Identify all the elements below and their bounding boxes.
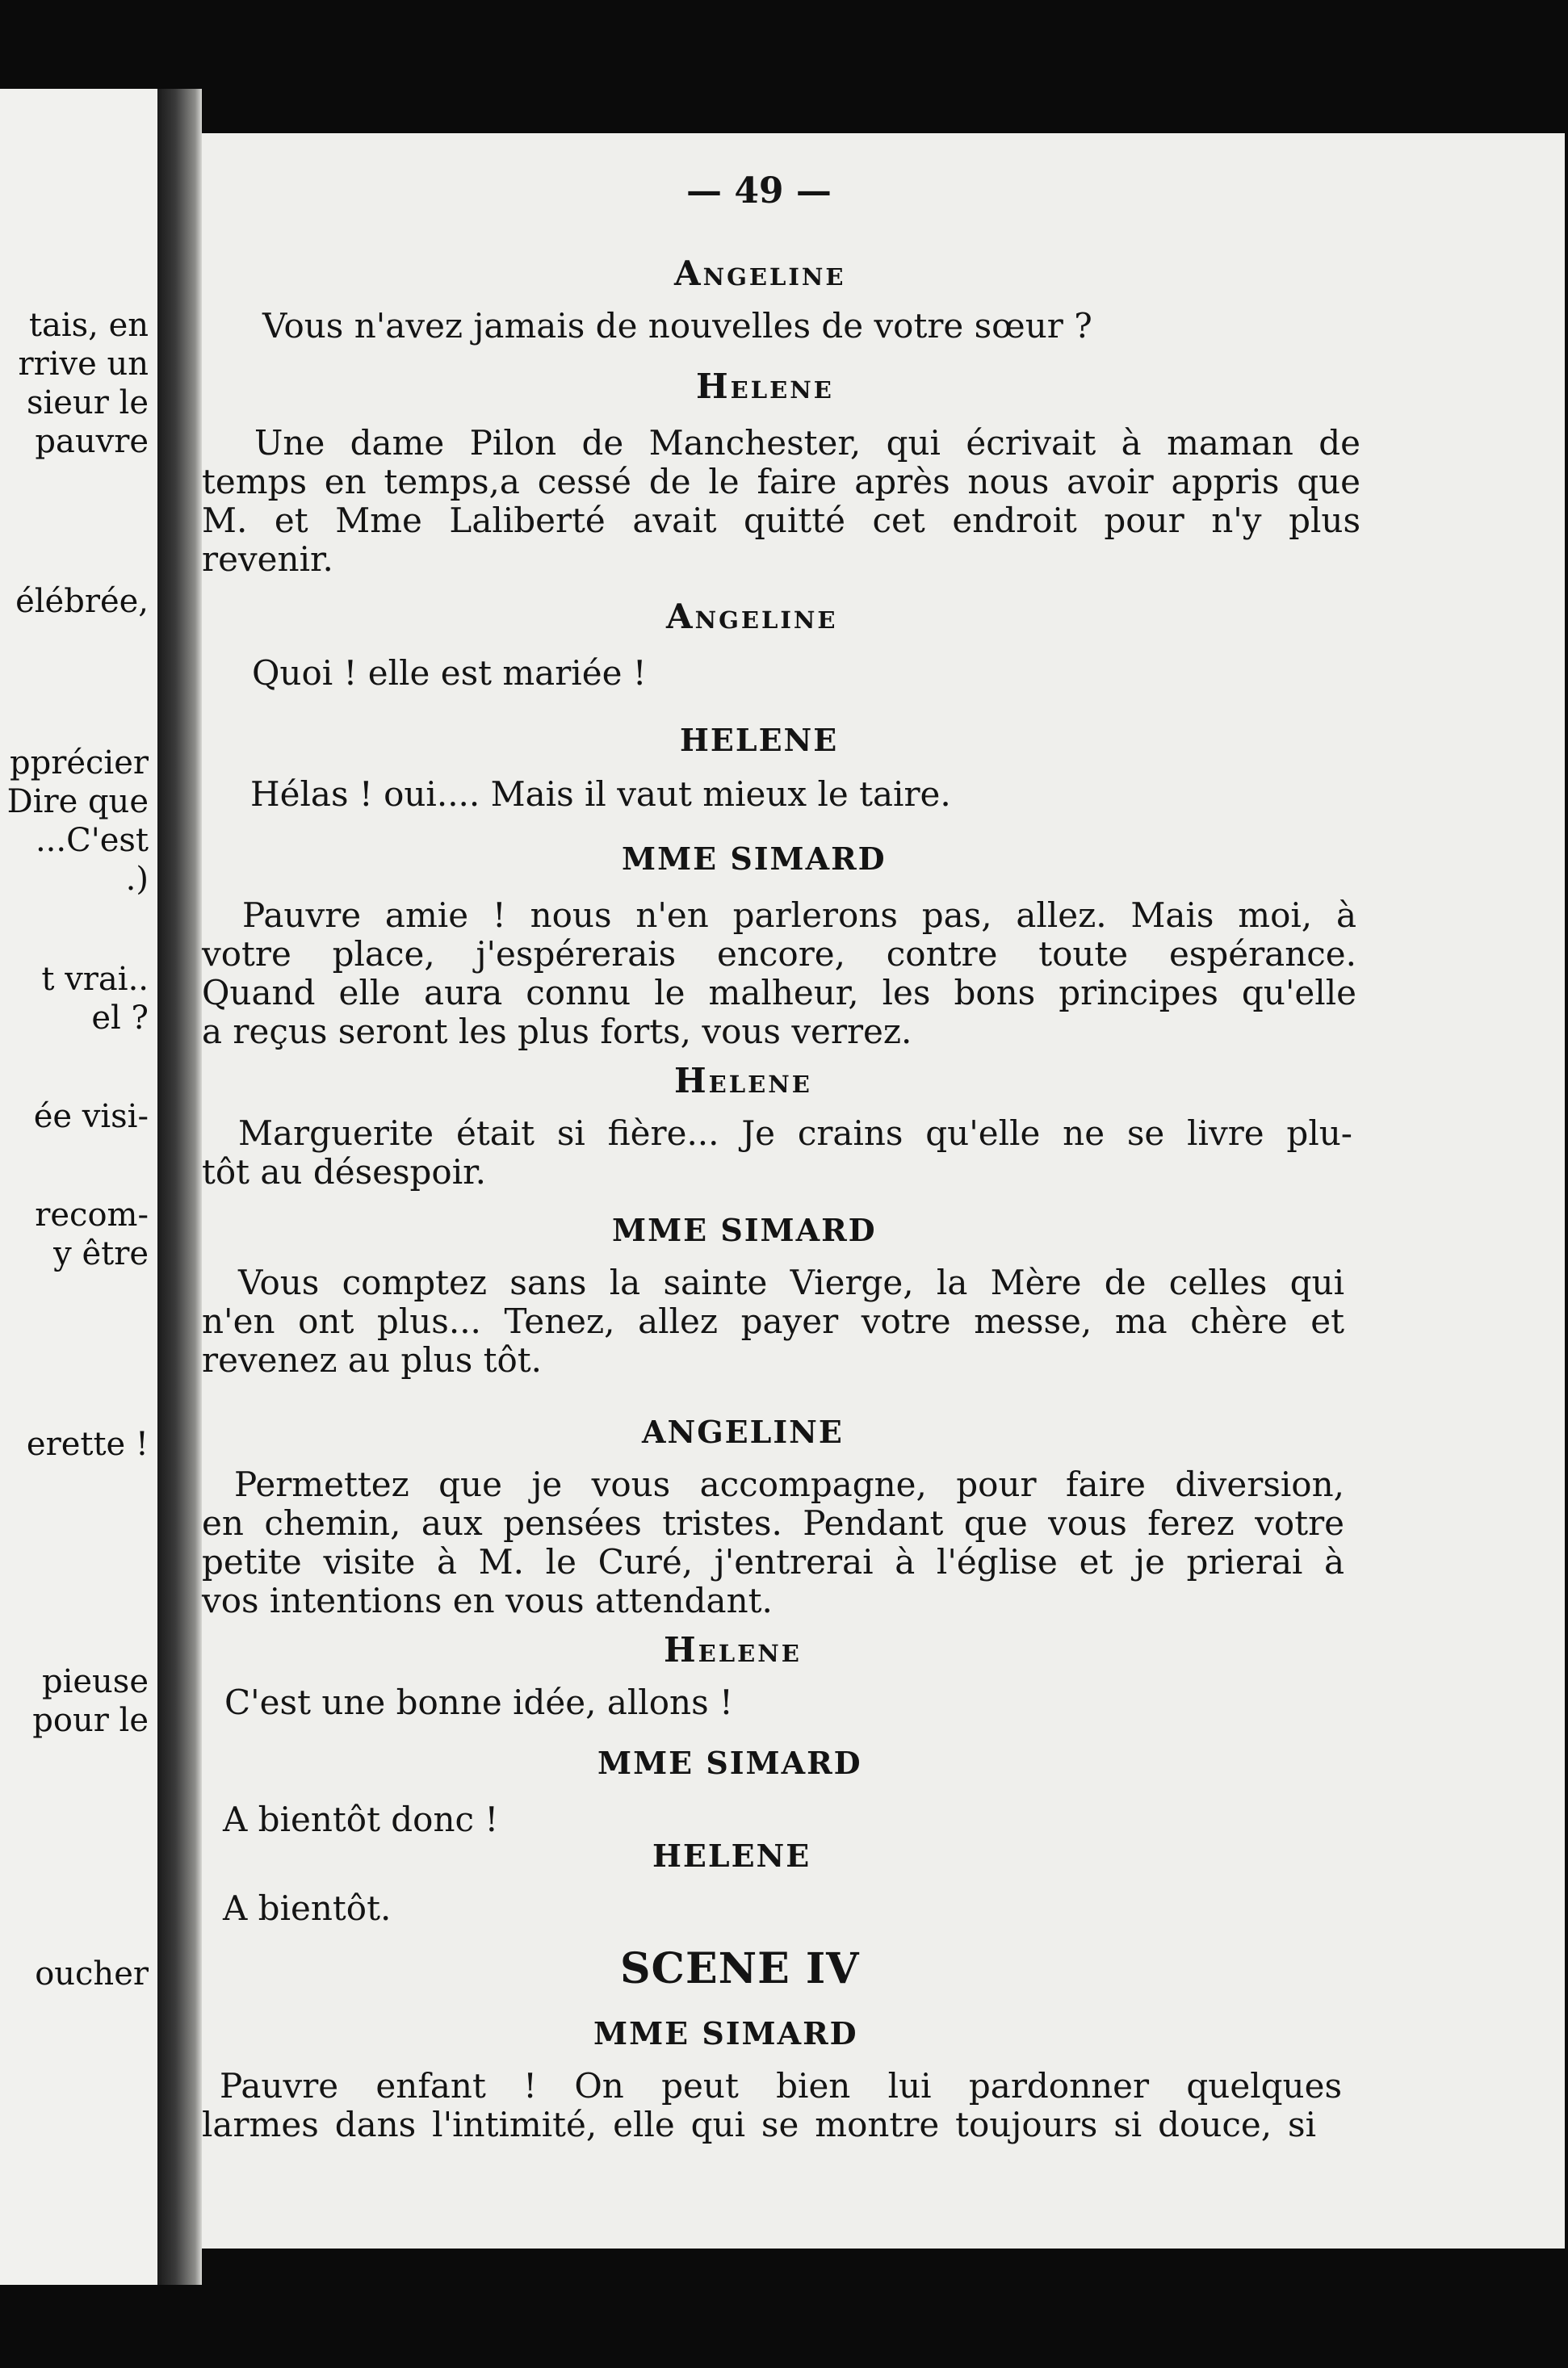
dialogue-line: temps en temps,a cessé de le faire après nous avoir appris que — [202, 462, 1360, 501]
dialogue-line: a reçus seront les plus forts, vous verrez. — [202, 1012, 912, 1051]
left-text-fragment: tais, en — [28, 307, 149, 344]
page — [202, 133, 1565, 2249]
left-text-fragment: pieuse — [41, 1663, 149, 1700]
dialogue-line: Quoi ! elle est mariée ! — [252, 653, 647, 693]
dialogue-line: Permettez que je vous accompagne, pour faire diversion, — [234, 1465, 1344, 1504]
speaker-name: HELENE — [680, 722, 839, 758]
page-number: — 49 — — [686, 170, 832, 212]
dialogue-line: revenez au plus tôt. — [202, 1340, 543, 1380]
left-page-fragment — [0, 89, 157, 2285]
dialogue-line: revenir. — [202, 539, 333, 579]
left-text-fragment: sieur le — [26, 384, 149, 421]
dialogue-line: Vous n'avez jamais de nouvelles de votre sœur ? — [262, 306, 1092, 346]
left-text-fragment: pauvre — [35, 423, 149, 460]
speaker-name: ANGELINE — [642, 1414, 844, 1450]
left-text-fragment: ée visi- — [33, 1098, 149, 1135]
left-text-fragment: rrive un — [18, 346, 149, 383]
left-text-fragment: .) — [125, 861, 149, 898]
dialogue-line: n'en ont plus... Tenez, allez payer votre messe, ma chère et — [202, 1301, 1344, 1341]
dialogue-line: Pauvre enfant ! On peut bien lui pardonner quelques — [220, 2066, 1342, 2106]
dialogue-line: en chemin, aux pensées tristes. Pendant que vous ferez votre — [202, 1503, 1344, 1543]
speaker-name: Helene — [674, 1061, 812, 1100]
left-text-fragment: recom- — [35, 1197, 149, 1234]
left-text-fragment: oucher — [35, 1955, 149, 1993]
speaker-name: MME SIMARD — [612, 1212, 877, 1248]
scene-heading: SCENE IV — [620, 1944, 860, 1993]
left-text-fragment: erette ! — [26, 1426, 149, 1463]
dialogue-line: A bientôt donc ! — [223, 1800, 499, 1839]
speaker-name: MME SIMARD — [622, 840, 887, 877]
dialogue-line: petite visite à M. le Curé, j'entrerai à l'église et je prierai à — [202, 1542, 1344, 1582]
speaker-name: Angeline — [666, 597, 838, 636]
speaker-name: Helene — [664, 1630, 802, 1670]
speaker-name: HELENE — [652, 1838, 811, 1874]
dialogue-line: A bientôt. — [223, 1888, 392, 1928]
dialogue-line: tôt au désespoir. — [202, 1152, 486, 1192]
dialogue-line: Hélas ! oui.... Mais il vaut mieux le taire. — [250, 774, 951, 814]
speaker-name: MME SIMARD — [597, 1745, 862, 1781]
dialogue-line: votre place, j'espérerais encore, contre toute espérance. — [202, 934, 1356, 974]
dialogue-line: vos intentions en vous attendant. — [202, 1581, 773, 1620]
dialogue-line: C'est une bonne idée, allons ! — [224, 1683, 733, 1722]
dialogue-line: Une dame Pilon de Manchester, qui écrivait à maman de — [254, 423, 1360, 463]
left-text-fragment: t vrai.. — [41, 961, 149, 998]
dialogue-line: Vous comptez sans la sainte Vierge, la Mère de celles qui — [238, 1263, 1344, 1302]
dialogue-line: larmes dans l'intimité, elle qui se montre toujours si douce, si — [202, 2105, 1316, 2144]
dialogue-line: M. et Mme Laliberté avait quitté cet endroit pour n'y plus — [202, 501, 1360, 540]
speaker-name: Angeline — [674, 254, 846, 293]
speaker-name: Helene — [696, 367, 834, 406]
left-text-fragment: Dire que — [6, 783, 149, 820]
dialogue-line: Quand elle aura connu le malheur, les bons principes qu'elle — [202, 973, 1356, 1012]
speaker-name: MME SIMARD — [593, 2015, 858, 2052]
left-text-fragment: pprécier — [10, 744, 149, 782]
left-text-fragment: el ? — [91, 1000, 149, 1037]
left-text-fragment: y être — [53, 1235, 149, 1272]
left-text-fragment: pour le — [32, 1702, 149, 1739]
book-spine-shadow — [157, 89, 202, 2285]
dialogue-line: Marguerite était si fière... Je crains qu'elle ne se livre plu- — [238, 1113, 1352, 1153]
left-text-fragment: ...C'est — [35, 822, 149, 859]
left-text-fragment: élébrée, — [15, 583, 149, 620]
dialogue-line: Pauvre amie ! nous n'en parlerons pas, allez. Mais moi, à — [242, 895, 1356, 935]
